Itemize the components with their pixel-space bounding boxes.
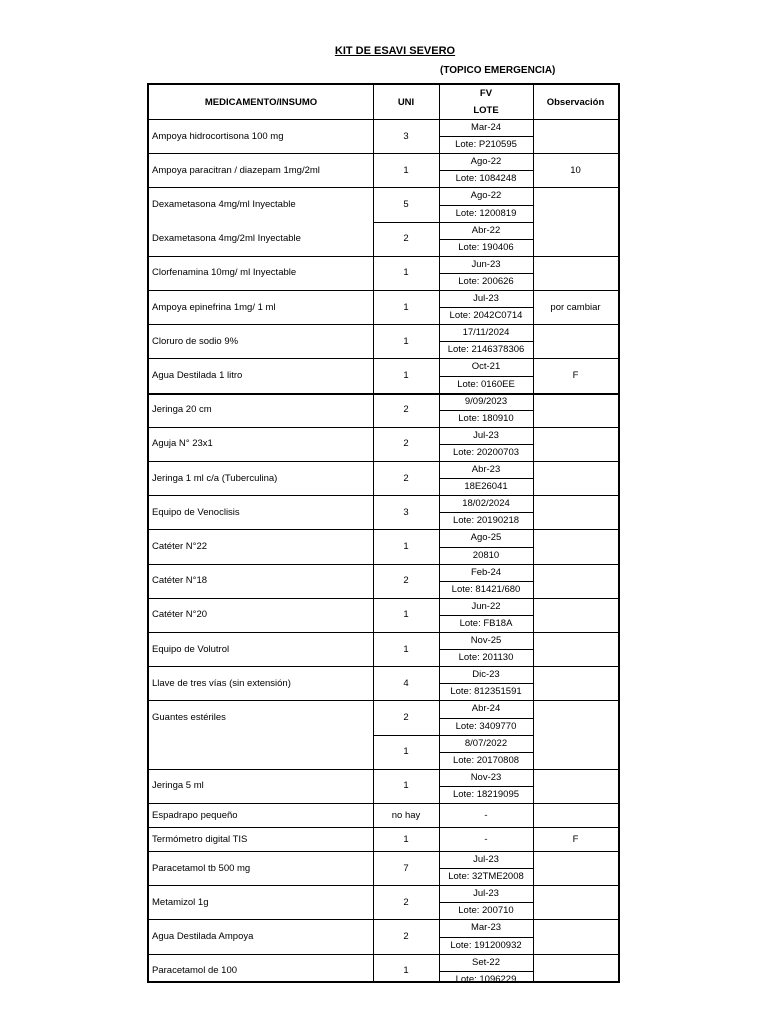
fv-lote-divider <box>439 786 533 787</box>
item-observation <box>533 700 618 734</box>
fv-lote-divider <box>439 478 533 479</box>
item-quantity: 1 <box>403 369 409 381</box>
table-row <box>149 885 618 919</box>
item-expiry-lot: - <box>484 809 488 821</box>
table-row <box>149 358 618 392</box>
item-quantity: 2 <box>403 233 409 245</box>
item-observation <box>533 222 618 256</box>
item-name: Agua Destilada Ampoya <box>152 930 254 942</box>
item-lot: 20810 <box>472 549 500 561</box>
column-header-fv-lote <box>439 85 533 119</box>
item-quantity: 1 <box>403 335 409 347</box>
table-row <box>149 700 618 734</box>
column-divider <box>373 85 374 981</box>
item-expiry: Jun-22 <box>471 600 501 612</box>
item-observation <box>533 393 618 427</box>
table-row <box>149 632 618 666</box>
fv-lote-divider <box>439 752 533 753</box>
item-name: Dexametasona 4mg/2ml Inyectable <box>152 233 301 245</box>
item-quantity: 3 <box>403 506 409 518</box>
item-observation <box>533 529 618 563</box>
row-divider <box>149 256 618 257</box>
fv-lote-divider <box>439 170 533 171</box>
fv-lote-divider <box>439 718 533 719</box>
item-quantity: 1 <box>403 643 409 655</box>
row-divider <box>149 187 618 188</box>
item-observation <box>533 885 618 919</box>
row-divider <box>149 461 618 462</box>
table-row <box>149 256 618 290</box>
item-observation <box>533 919 618 953</box>
item-quantity: 4 <box>403 677 409 689</box>
item-lot: Lote: 32TME2008 <box>448 871 524 883</box>
table-row <box>149 827 618 851</box>
item-name: Metamizol 1g <box>152 896 209 908</box>
item-lot: Lote: 191200932 <box>450 939 522 951</box>
item-quantity: 1 <box>403 540 409 552</box>
item-name: Cloruro de sodio 9% <box>152 335 239 347</box>
item-expiry: Oct-21 <box>471 361 501 373</box>
item-lot: Lote: 20200703 <box>452 446 520 458</box>
item-expiry: Jul-23 <box>473 293 499 305</box>
item-observation <box>533 324 618 358</box>
item-name: Ampoya hidrocortisona 100 mg <box>152 130 284 142</box>
row-divider <box>149 803 618 804</box>
item-lot: Lote: 2146378306 <box>447 344 525 356</box>
fv-lote-divider <box>439 512 533 513</box>
item-name: Ampoya epinefrina 1mg/ 1 ml <box>152 301 276 313</box>
column-divider <box>533 85 534 981</box>
item-name: Jeringa 5 ml <box>152 780 204 792</box>
table-row <box>149 290 618 324</box>
fv-lote-divider <box>439 649 533 650</box>
table-row <box>149 735 618 769</box>
item-lot: Lote: 1084248 <box>455 173 517 185</box>
fv-lote-divider <box>439 205 533 206</box>
table-row <box>149 119 618 153</box>
fv-lote-divider <box>439 410 533 411</box>
item-quantity: 2 <box>403 404 409 416</box>
table-row <box>149 666 618 700</box>
item-name: Termómetro digital TIS <box>152 833 248 845</box>
row-divider <box>149 495 618 496</box>
row-divider <box>149 919 618 920</box>
table-row <box>149 153 618 187</box>
table-row <box>149 954 618 988</box>
item-quantity: 1 <box>403 267 409 279</box>
item-quantity: 1 <box>403 833 409 845</box>
table-row <box>149 803 618 827</box>
item-expiry: 18/02/2024 <box>462 498 510 510</box>
item-observation: F <box>572 369 579 381</box>
fv-lote-divider <box>439 683 533 684</box>
fv-lote-divider <box>439 937 533 938</box>
fv-lote-divider <box>439 902 533 903</box>
row-divider <box>149 885 618 886</box>
item-observation <box>533 803 618 827</box>
table-row <box>149 564 618 598</box>
item-quantity: 1 <box>403 609 409 621</box>
column-header-lote: LOTE <box>473 105 499 116</box>
item-expiry-lot: - <box>484 833 488 845</box>
item-quantity: 2 <box>403 438 409 450</box>
item-lot: Lote: FB18A <box>459 617 513 629</box>
item-lot: Lote: 200626 <box>458 275 514 287</box>
item-expiry: Ago-22 <box>470 190 502 202</box>
fv-lote-divider <box>439 547 533 548</box>
item-lot: Lote: 1096229 <box>455 973 517 985</box>
fv-lote-divider <box>439 307 533 308</box>
table-row <box>149 769 618 803</box>
row-divider <box>149 666 618 667</box>
item-name: Dexametasona 4mg/ml Inyectable <box>152 198 296 210</box>
item-observation <box>533 666 618 700</box>
item-name <box>149 735 373 769</box>
row-divider <box>149 427 618 428</box>
fv-lote-divider <box>439 341 533 342</box>
item-name: Agua Destilada 1 litro <box>152 369 243 381</box>
column-header-medicamento: MEDICAMENTO/INSUMO <box>204 96 318 108</box>
item-quantity: 1 <box>403 965 409 977</box>
row-divider <box>149 851 618 852</box>
item-observation <box>533 769 618 803</box>
row-divider <box>373 222 533 223</box>
item-lot: Lote: 812351591 <box>450 686 522 698</box>
row-divider <box>149 393 618 395</box>
table-row <box>149 187 618 221</box>
item-name: Espadrapo pequeño <box>152 809 238 821</box>
item-name: Ampoya paracitran / diazepam 1mg/2ml <box>152 164 320 176</box>
table-row <box>149 529 618 563</box>
item-quantity: 1 <box>403 780 409 792</box>
item-expiry: Nov-23 <box>470 771 502 783</box>
row-divider <box>149 153 618 154</box>
row-divider <box>373 735 533 736</box>
item-name: Llave de tres vías (sin extensión) <box>152 677 291 689</box>
item-quantity: no hay <box>391 809 421 821</box>
item-lot: Lote: 201130 <box>458 652 514 664</box>
item-name: Paracetamol tb 500 mg <box>152 862 251 874</box>
item-expiry: Nov-25 <box>470 635 502 647</box>
row-divider <box>149 700 618 701</box>
column-header-fv: FV <box>479 88 493 99</box>
item-quantity: 2 <box>403 711 409 723</box>
item-observation: por cambiar <box>550 301 601 313</box>
item-name: Aguja N° 23x1 <box>152 438 213 450</box>
table-row <box>149 598 618 632</box>
item-quantity: 7 <box>403 862 409 874</box>
item-lot: Lote: 18219095 <box>452 788 520 800</box>
item-expiry: 9/09/2023 <box>464 395 508 407</box>
item-lot: Lote: 200710 <box>458 905 514 917</box>
item-observation <box>533 119 618 153</box>
fv-lote-divider <box>439 615 533 616</box>
item-lot: Lote: 1200819 <box>455 207 517 219</box>
item-quantity: 2 <box>403 472 409 484</box>
item-quantity: 2 <box>403 575 409 587</box>
table-row <box>149 919 618 953</box>
item-expiry: 8/07/2022 <box>464 737 508 749</box>
item-observation <box>533 598 618 632</box>
item-observation <box>533 427 618 461</box>
fv-lote-divider <box>439 376 533 377</box>
item-name: Catéter N°18 <box>152 575 208 587</box>
fv-lote-divider <box>439 581 533 582</box>
item-expiry: Set-22 <box>472 956 500 968</box>
item-name: Paracetamol de 100 <box>152 965 238 977</box>
item-expiry: Dic-23 <box>472 669 500 681</box>
item-lot: Lote: 20190218 <box>452 515 520 527</box>
table-row <box>149 324 618 358</box>
item-expiry: Mar-23 <box>470 922 502 934</box>
row-divider <box>149 119 618 120</box>
item-lot: 18E26041 <box>464 481 508 493</box>
item-observation <box>533 187 618 221</box>
item-observation <box>533 954 618 988</box>
item-observation: F <box>572 833 579 845</box>
table-row <box>149 222 618 256</box>
item-lot: Lote: 81421/680 <box>451 583 521 595</box>
item-lot: Lote: 190406 <box>458 241 514 253</box>
item-expiry: Abr-24 <box>471 703 501 715</box>
item-observation <box>533 632 618 666</box>
row-divider <box>149 564 618 565</box>
item-expiry: Jul-23 <box>473 429 499 441</box>
item-name: Equipo de Volutrol <box>152 643 230 655</box>
item-expiry: Ago-22 <box>470 156 502 168</box>
table-row <box>149 427 618 461</box>
fv-lote-divider <box>439 444 533 445</box>
item-name: Equipo de Venoclisis <box>152 506 240 518</box>
item-expiry: Ago-25 <box>470 532 502 544</box>
item-quantity: 3 <box>403 130 409 142</box>
table-row <box>149 393 618 427</box>
document-subtitle: (TOPICO EMERGENCIA) <box>440 65 556 76</box>
item-lot: Lote: P210595 <box>455 139 517 151</box>
item-expiry: Jun-23 <box>471 258 501 270</box>
item-expiry: Feb-24 <box>470 566 502 578</box>
item-name: Jeringa 1 ml c/a (Tuberculina) <box>152 472 278 484</box>
inventory-table <box>147 83 620 983</box>
item-quantity: 2 <box>403 930 409 942</box>
item-quantity: 1 <box>403 164 409 176</box>
item-name: Catéter N°22 <box>152 540 208 552</box>
item-quantity: 1 <box>403 746 409 758</box>
fv-lote-divider <box>439 273 533 274</box>
item-expiry: Abr-22 <box>471 224 501 236</box>
item-observation: 10 <box>570 164 581 176</box>
fv-lote-divider <box>439 239 533 240</box>
row-divider <box>149 290 618 291</box>
document-title: KIT DE ESAVI SEVERO <box>334 45 456 57</box>
item-name: Guantes estériles <box>152 711 226 723</box>
item-name: Catéter N°20 <box>152 609 208 621</box>
table-header-row <box>149 85 618 119</box>
item-observation <box>533 735 618 769</box>
item-lot: Lote: 2042C0714 <box>449 310 523 322</box>
item-observation <box>533 495 618 529</box>
item-lot: Lote: 0160EE <box>457 378 515 390</box>
row-divider <box>149 827 618 828</box>
row-divider <box>149 529 618 530</box>
item-expiry: Jul-23 <box>473 888 499 900</box>
item-lot: Lote: 3409770 <box>455 720 517 732</box>
row-divider <box>149 954 618 955</box>
item-quantity: 5 <box>403 198 409 210</box>
item-lot: Lote: 180910 <box>458 412 514 424</box>
row-divider <box>149 598 618 599</box>
row-divider <box>149 358 618 359</box>
fv-lote-divider <box>439 868 533 869</box>
fv-lote-divider <box>439 136 533 137</box>
column-header-observacion: Observación <box>546 96 605 108</box>
item-observation <box>533 564 618 598</box>
table-row <box>149 495 618 529</box>
item-name: Jeringa 20 cm <box>152 404 212 416</box>
row-divider <box>149 324 618 325</box>
column-divider <box>439 85 440 981</box>
fv-lote-divider <box>439 971 533 972</box>
item-expiry: Jul-23 <box>473 854 499 866</box>
table-row <box>149 851 618 885</box>
item-expiry: 17/11/2024 <box>462 327 510 339</box>
item-observation <box>533 256 618 290</box>
item-quantity: 2 <box>403 896 409 908</box>
row-divider <box>149 632 618 633</box>
table-row <box>149 461 618 495</box>
column-header-uni: UNI <box>397 96 415 108</box>
item-quantity: 1 <box>403 301 409 313</box>
row-divider <box>149 769 618 770</box>
item-observation <box>533 851 618 885</box>
item-name: Clorfenamina 10mg/ ml Inyectable <box>152 267 297 279</box>
item-expiry: Abr-23 <box>471 464 501 476</box>
item-lot: Lote: 20170808 <box>452 754 520 766</box>
item-expiry: Mar-24 <box>470 122 502 134</box>
item-observation <box>533 461 618 495</box>
